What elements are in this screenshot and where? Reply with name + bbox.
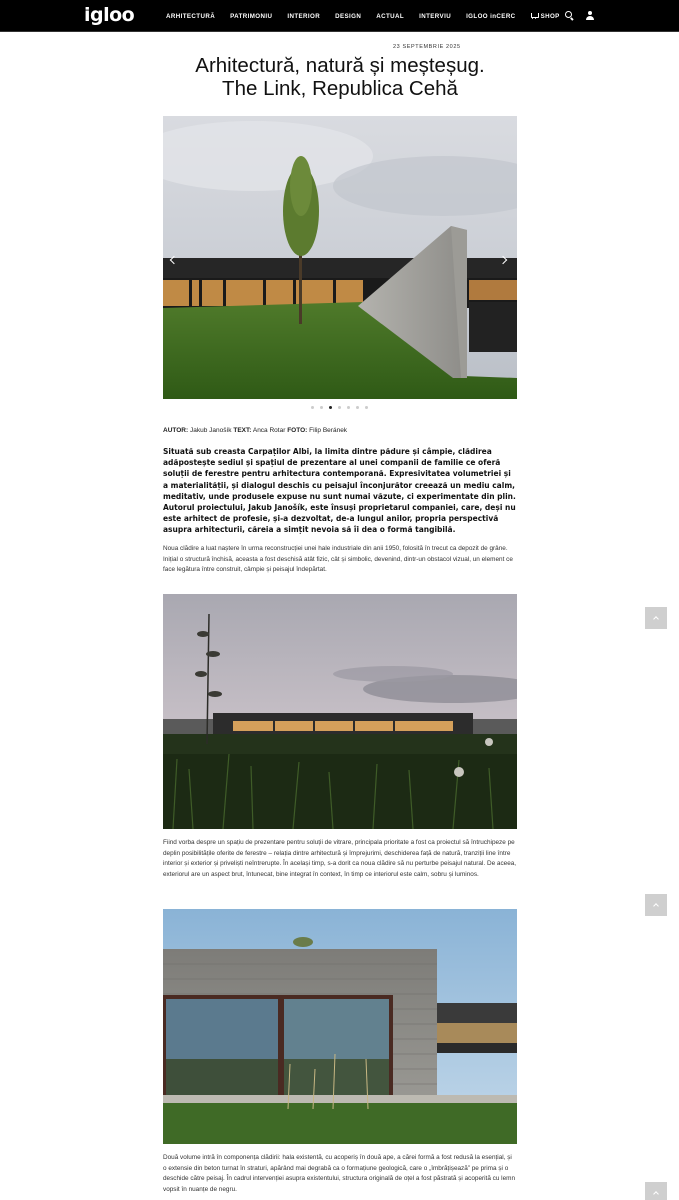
credits-photo: Filip Beránek [309,427,348,434]
nav-item-shop[interactable] [531,13,560,20]
main-menu [166,0,575,32]
nav-item-shop-label: SHOP [540,12,560,20]
credits-text: Anca Rotar [252,427,286,434]
article-date: 23 SEPTEMBRIE 2025 [393,44,461,50]
article-lead: Situată sub creasta Carpaților Albi, la limita dintre pădure și câmpie, clădirea adăpostește sediul și spațiul de prezentare al unei companii de familie ce oferă soluții de ferestre pentru arhitectura contemporană. Expresivitatea volumetriei și a materialității, și dialogul deschis cu peisajul înconjurător creează un mediu calm, meditativ, unde produsele expuse nu sunt numai văzute, ci experimentate din plin. Autorul proiectului, Jakub Janošík, este însuși proprietarul companiei, care, deși nu este arhitect de profesie, și-a dezvoltat, de-a lungul anilor, propria perspectivă asupra arhitecturii, căreia a simțit nevoia să îi dea o formă tangibilă. [163,447,516,535]
article-image-facade[interactable] [163,909,517,1144]
slider-dot-3[interactable] [329,406,332,409]
slider-dot-5[interactable] [347,406,350,409]
cart-icon [531,13,538,19]
slider-prev-arrow-icon[interactable] [168,254,180,266]
nav-item-actual[interactable]: ACTUAL [376,12,405,20]
concrete-facade-photo [163,909,517,1144]
search-icon[interactable] [565,11,574,20]
credits-photo-label: FOTO: [287,427,308,434]
slider-next-arrow-icon[interactable] [498,254,510,266]
article-title-line2: The Link, Republica Cehă [222,77,458,100]
building-with-tree-photo [163,116,517,399]
gallery-slider-image[interactable] [163,116,517,399]
article-paragraph-1: Noua clădire a luat naștere în urma reconstrucției unei hale industriale din anii 1950, folosită în trecut ca depozit de grâne. Inițial o structură închisă, aceasta a fost deschisă atât fizic, cât și simbolic, devenind, dintr-un obstacol vizual, un element ce face legătura între construit, câmpie și peisajul îndepărtat. [163,545,513,574]
article-title-line1: Arhitectură, natură și meșteșug. [195,54,485,77]
credits-text-label: TEXT: [233,427,252,434]
back-to-top-button[interactable] [645,607,667,629]
nav-item-interviu[interactable]: INTERVIU [419,12,452,20]
nav-item-igloo-incerc[interactable]: IGLOO inCERC [466,12,516,20]
article-title [150,54,530,100]
slider-dot-1[interactable] [311,406,314,409]
dusk-landscape-photo [163,594,517,829]
slider-dots [311,406,368,409]
article-paragraph-3: Două volume intră în componența clădirii: hala existentă, cu acoperiș în două ape, a cărei formă a fost redusă la esențial, și o extensie din beton turnat în straturi, apărând mai degrabă ca o formațiune geologică, care o „îmbrățișează” pe prima și o deschide către peisaj. În cadrul intervenției asupra existentului, structura originală de oțel a fost păstrată și acoperită cu lemn vopsit în nuanțe de negru. [163,1154,516,1193]
slider-dot-6[interactable] [356,406,359,409]
site-logo[interactable]: igloo [84,4,135,26]
nav-item-interior[interactable]: INTERIOR [287,12,321,20]
nav-item-arhitectura[interactable]: ARHITECTURĂ [166,12,216,20]
article-paragraph-2: Fiind vorba despre un spațiu de prezentare pentru soluții de vitrare, principala prioritate a fost ca proiectul să întruchipeze pe deplin posibilitățile oferite de ferestre – relația dintre arhitectură și împrejurimi, deschiderea față de natură, tranziții line între interior și exterior și priveliști neîntrerupte. În același timp, s-a dorit ca noua clădire să nu perturbe peisajul natural. De aceea, exteriorul are un aspect brut, întunecat, bine integrat în context, în timp ce interiorul este calm, sobru și luminos. [163,839,517,878]
back-to-top-button[interactable] [645,894,667,916]
article-credits [163,427,517,434]
credits-author-label: AUTOR: [163,427,189,434]
slider-dot-2[interactable] [320,406,323,409]
slider-dot-7[interactable] [365,406,368,409]
slider-dot-4[interactable] [338,406,341,409]
nav-item-patrimoniu[interactable]: PATRIMONIU [230,12,273,20]
article-image-dusk[interactable] [163,594,517,829]
top-navigation-bar [0,0,679,32]
nav-item-design[interactable]: DESIGN [335,12,362,20]
back-to-top-button[interactable] [645,1182,667,1200]
credits-author: Jakub Janošík [189,427,232,434]
user-icon[interactable] [585,11,594,20]
